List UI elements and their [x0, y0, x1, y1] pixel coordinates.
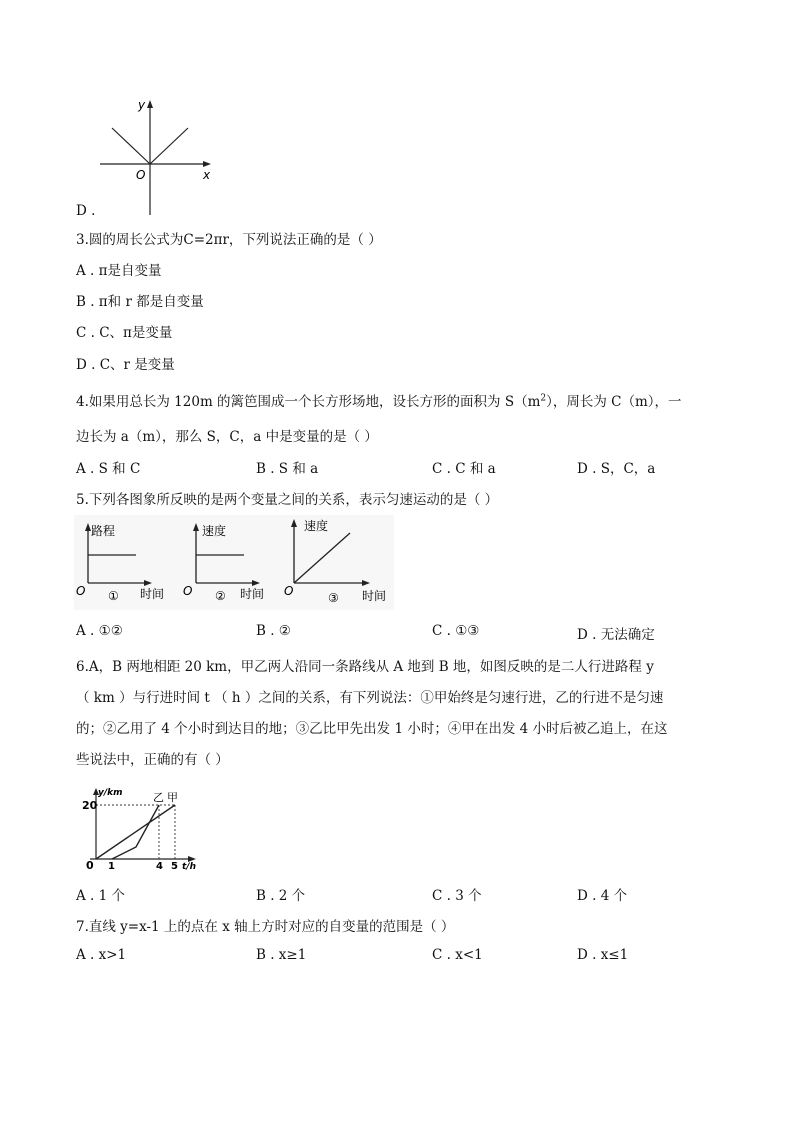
q6-stem-line4: 些说法中，正确的有（ ） — [76, 752, 229, 768]
q4-option-b: B . S 和 a — [256, 461, 319, 477]
q5-option-a: A . ①② — [76, 623, 123, 639]
q7-option-b: B . x≥1 — [256, 947, 307, 963]
q5-g3-xlabel: 时间 — [362, 589, 387, 603]
q5-g3-origin: O — [284, 584, 294, 598]
q3-option-b: B . π和 r 都是自变量 — [76, 294, 204, 310]
q5-g2-num: ② — [215, 589, 226, 603]
q3-option-c: C . C、π是变量 — [76, 325, 173, 341]
q5-g1-ylabel: 路程 — [91, 524, 116, 538]
q6-x4-label: 4 — [156, 861, 163, 872]
q6-stem-line3: 的；②乙用了 4 个小时到达目的地；③乙比甲先出发 1 小时；④甲在出发 4 小时后被乙追上，在这 — [76, 721, 668, 737]
q5-g2-origin: O — [183, 584, 193, 598]
q6-option-c: C . 3 个 — [432, 888, 482, 904]
q5-graphs — [74, 515, 394, 610]
q7-option-d: D . x≤1 — [577, 947, 629, 963]
q5-g2-xlabel: 时间 — [240, 587, 265, 601]
q5-g1-xlabel: 时间 — [140, 587, 165, 601]
q4-option-d: D . S，C，a — [577, 461, 656, 477]
q3-option-a: A . π是自变量 — [76, 263, 162, 279]
q6-option-a: A . 1 个 — [76, 888, 126, 904]
q4-option-c: C . C 和 a — [432, 461, 496, 477]
q2-option-d-label: D . — [76, 203, 96, 219]
q5-g3-ylabel: 速度 — [304, 519, 329, 533]
q6-origin-label: 0 — [86, 859, 94, 872]
q6-x-label: t/h — [182, 862, 196, 872]
q5-option-d: D . 无法确定 — [577, 627, 655, 643]
y-axis-label: y — [138, 98, 146, 112]
line-jia — [96, 805, 175, 859]
q6-option-b: B . 2 个 — [256, 888, 306, 904]
q5-stem: 5.下列各图象所反映的是两个变量之间的关系，表示匀速运动的是（ ） — [76, 492, 499, 508]
q5-option-b: B . ② — [256, 623, 291, 639]
q5-g2-ylabel: 速度 — [202, 524, 227, 538]
q4-stem-line2: 边长为 a（m），那么 S，C，a 中是变量的是（ ） — [76, 429, 378, 445]
q6-stem-line2: （ km ）与行进时间 t （ h ）之间的关系，有下列说法：①甲始终是匀速行进，乙的行进不是匀速 — [76, 690, 664, 706]
q5-g1-num: ① — [108, 589, 119, 603]
q5-option-c: C . ①③ — [432, 623, 480, 639]
q5-g3-num: ③ — [328, 591, 339, 605]
q4-stem-line1: 4.如果用总长为 120m 的篱笆围成一个长方形场地，设长方形的面积为 $S(m^2)$，周长为 C（m），一 — [76, 393, 682, 410]
q5-g1-origin: O — [76, 584, 86, 598]
q6-x1-label: 1 — [108, 861, 115, 872]
q3-option-d: D . C、r 是变量 — [76, 357, 175, 373]
x-axis-label: x — [203, 168, 211, 182]
q6-y20-label: 20 — [82, 799, 98, 812]
q6-y-label: y/km — [98, 788, 123, 798]
origin-label: O — [136, 168, 146, 182]
q6-jia-label: 甲 — [167, 791, 178, 804]
q6-option-d: D . 4 个 — [577, 888, 628, 904]
q4-option-a: A . S 和 C — [76, 461, 141, 477]
q2-option-d-graph — [90, 95, 220, 220]
q7-stem: 7.直线 y=x-1 上的点在 x 轴上方时对应的自变量的范围是（ ） — [76, 919, 455, 935]
q7-option-a: A . x>1 — [76, 947, 127, 963]
q7-option-c: C . x<1 — [432, 947, 483, 963]
q6-x5-label: 5 — [171, 861, 178, 872]
q6-yi-label: 乙 — [153, 791, 164, 804]
q6-distance-time-graph — [76, 785, 206, 875]
q3-stem: 3.圆的周长公式为C=2πr，下列说法正确的是（ ） — [76, 232, 382, 248]
q6-stem-line1: 6.A，B 两地相距 20 km，甲乙两人沿同一条路线从 A 地到 B 地，如图反映的是二人行进路程 y — [76, 659, 654, 675]
